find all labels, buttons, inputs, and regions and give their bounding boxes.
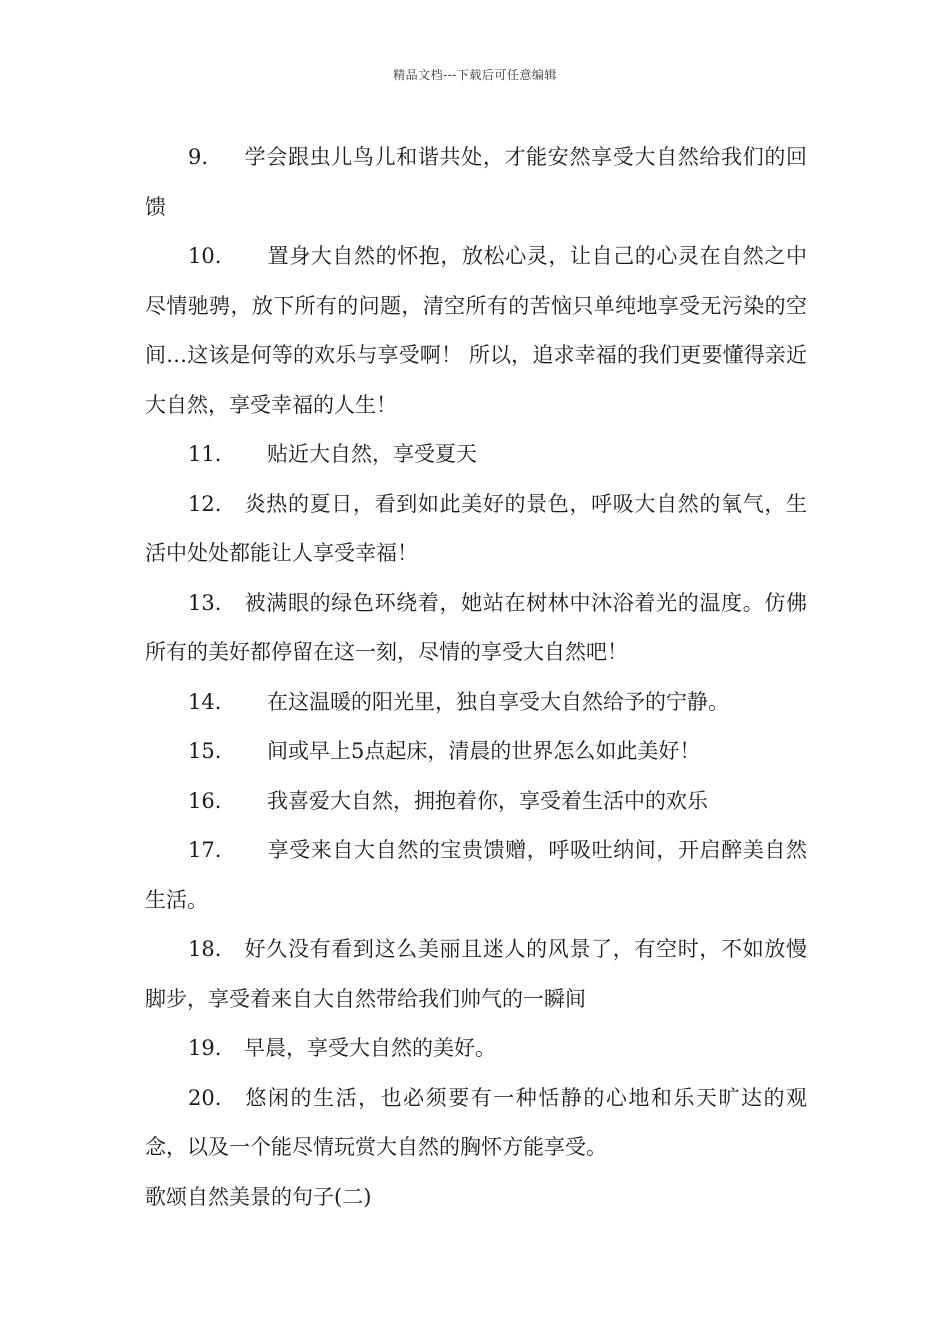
item-text: 悠闲的生活，也必须要有一种恬静的心地和乐天旷达的观念，以及一个能尽情玩赏大自然的胸怀方能享受。: [145, 1085, 807, 1159]
list-item: [145, 232, 807, 430]
item-number: 12.: [188, 491, 222, 516]
list-item: [145, 777, 807, 827]
item-number: 10.: [188, 244, 222, 268]
item-text: 早晨，享受大自然的美好。: [244, 1036, 496, 1060]
item-number: 11.: [188, 442, 222, 466]
document-body: [145, 133, 807, 1222]
item-text: 享受来自大自然的宝贵馈赠，呼吸吐纳间，开启醉美自然生活。: [145, 838, 807, 912]
list-item: [145, 826, 807, 925]
item-text: 间或早上5点起床，清晨的世界怎么如此美好！: [267, 739, 701, 763]
item-text: 在这温暖的阳光里，独自享受大自然给予的宁静。: [267, 689, 729, 714]
item-number: 15.: [188, 739, 222, 763]
item-text: 学会跟虫儿鸟儿和谐共处，才能安然享受大自然给我们的回馈: [145, 145, 807, 219]
item-number: 17.: [188, 838, 222, 862]
item-text: 贴近大自然，享受夏天: [267, 442, 477, 466]
list-item: [145, 727, 807, 777]
section-title: 歌颂自然美景的句子(二): [145, 1184, 372, 1209]
item-number: 20.: [188, 1085, 222, 1110]
list-item: [145, 1074, 807, 1173]
item-text: 置身大自然的怀抱，放松心灵，让自己的心灵在自然之中尽情驰骋，放下所有的问题，清空所有的苦恼只单纯地享受无污染的空间…这该是何等的欢乐与享受啊！ 所以，追求幸福的我们更要懂得亲近大自然，享受幸福的人生！: [145, 244, 807, 417]
item-text: 好久没有看到这么美丽且迷人的风景了，有空时，不如放慢脚步，享受着来自大自然带给我们帅气的一瞬间: [145, 937, 807, 1011]
item-number: 18.: [188, 937, 222, 961]
item-number: 9.: [188, 145, 209, 169]
list-item: [145, 430, 807, 480]
item-number: 13.: [188, 590, 222, 615]
list-item: [145, 133, 807, 232]
item-number: 14.: [188, 689, 222, 714]
item-number: 16.: [188, 788, 222, 813]
list-item: [145, 1024, 807, 1074]
list-item: [145, 579, 807, 678]
list-item: [145, 925, 807, 1024]
item-text: 我喜爱大自然，拥抱着你，享受着生活中的欢乐: [267, 788, 708, 813]
list-item: [145, 480, 807, 579]
item-text: 被满眼的绿色环绕着，她站在树林中沐浴着光的温度。仿佛所有的美好都停留在这一刻，尽情的享受大自然吧！: [145, 590, 807, 664]
page-header: 精品文档---下载后可任意编辑: [393, 68, 557, 82]
item-text: 炎热的夏日，看到如此美好的景色，呼吸大自然的氧气，生活中处处都能让人享受幸福！: [145, 491, 807, 565]
item-number: 19.: [188, 1036, 222, 1060]
list-item: [145, 678, 807, 728]
